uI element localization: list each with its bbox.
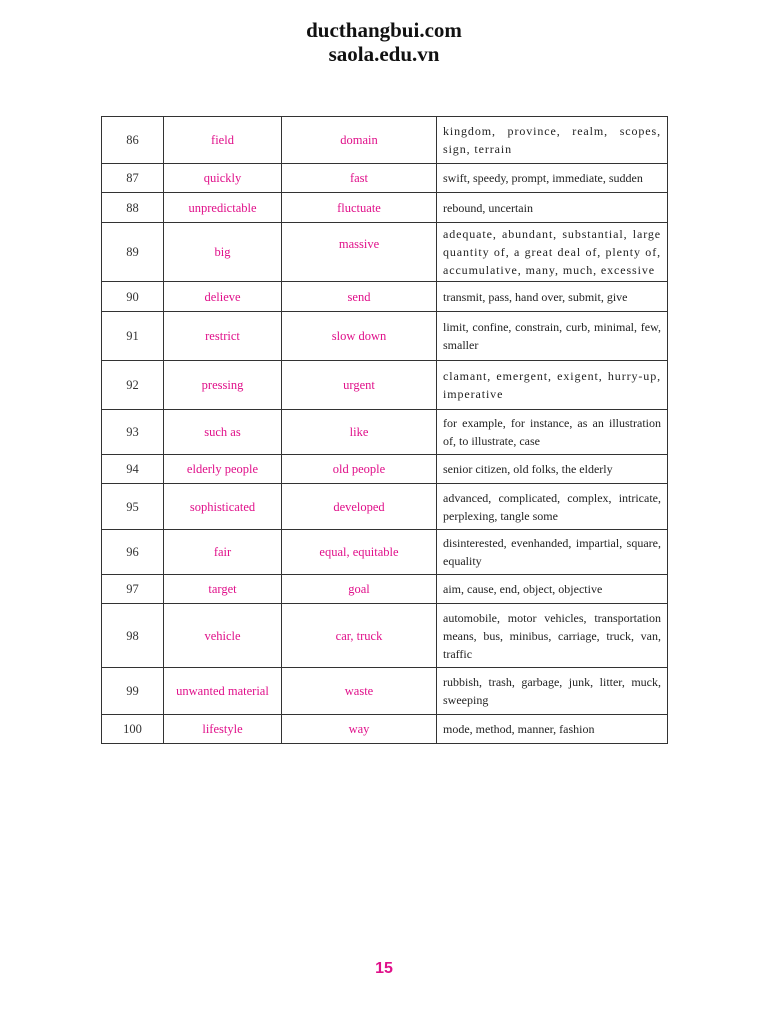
synonym-cell: car, truck — [282, 604, 437, 668]
synonym-cell: old people — [282, 455, 437, 484]
table-row — [102, 455, 668, 484]
related-words-cell: limit, confine, constrain, curb, minimal, few, smaller — [437, 312, 668, 361]
keyword-cell: delieve — [164, 282, 282, 312]
related-words-cell: swift, speedy, prompt, immediate, sudden — [437, 164, 668, 193]
table-row — [102, 312, 668, 361]
related-words-cell: rubbish, trash, garbage, junk, litter, muck, sweeping — [437, 668, 668, 715]
related-words-cell: rebound, uncertain — [437, 193, 668, 223]
related-words-cell: advanced, complicated, complex, intricate, perplexing, tangle some — [437, 484, 668, 530]
row-number: 88 — [102, 193, 164, 223]
row-number: 95 — [102, 484, 164, 530]
synonym-cell: slow down — [282, 312, 437, 361]
keyword-cell: target — [164, 575, 282, 604]
keyword-cell: quickly — [164, 164, 282, 193]
row-number: 89 — [102, 223, 164, 282]
synonym-cell: like — [282, 410, 437, 455]
synonym-cell: send — [282, 282, 437, 312]
related-words-cell: senior citizen, old folks, the elderly — [437, 455, 668, 484]
table-row — [102, 282, 668, 312]
keyword-cell: such as — [164, 410, 282, 455]
row-number: 98 — [102, 604, 164, 668]
related-words-cell: transmit, pass, hand over, submit, give — [437, 282, 668, 312]
keyword-cell: unwanted material — [164, 668, 282, 715]
synonym-cell: equal, equitable — [282, 530, 437, 575]
table-row — [102, 715, 668, 744]
keyword-cell: unpredictable — [164, 193, 282, 223]
row-number: 90 — [102, 282, 164, 312]
keyword-cell: lifestyle — [164, 715, 282, 744]
row-number: 91 — [102, 312, 164, 361]
related-words-cell: aim, cause, end, object, objective — [437, 575, 668, 604]
synonym-cell: urgent — [282, 361, 437, 410]
row-number: 97 — [102, 575, 164, 604]
table-row — [102, 604, 668, 668]
table-row — [102, 117, 668, 164]
keyword-cell: fair — [164, 530, 282, 575]
keyword-cell: pressing — [164, 361, 282, 410]
synonym-cell: massive — [282, 223, 437, 282]
page-number: 15 — [375, 960, 393, 977]
related-words-cell: kingdom, province, realm, scopes, sign, terrain — [437, 117, 668, 164]
related-words-cell: clamant, emergent, exigent, hurry-up, imperative — [437, 361, 668, 410]
related-words-cell: mode, method, manner, fashion — [437, 715, 668, 744]
row-number: 94 — [102, 455, 164, 484]
row-number: 93 — [102, 410, 164, 455]
row-number: 99 — [102, 668, 164, 715]
row-number: 87 — [102, 164, 164, 193]
table-row — [102, 668, 668, 715]
table-row — [102, 361, 668, 410]
keyword-cell: big — [164, 223, 282, 282]
related-words-cell: disinterested, evenhanded, impartial, square, equality — [437, 530, 668, 575]
related-words-cell: for example, for instance, as an illustration of, to illustrate, case — [437, 410, 668, 455]
related-words-cell: automobile, motor vehicles, transportation means, bus, minibus, carriage, truck, van, traffic — [437, 604, 668, 668]
table-row — [102, 410, 668, 455]
keyword-cell: field — [164, 117, 282, 164]
table-row — [102, 530, 668, 575]
synonym-cell: fluctuate — [282, 193, 437, 223]
synonym-cell: fast — [282, 164, 437, 193]
keyword-cell: elderly people — [164, 455, 282, 484]
row-number: 100 — [102, 715, 164, 744]
related-words-cell: adequate, abundant, substantial, large quantity of, a great deal of, plenty of, accumulative, many, much, excessive — [437, 223, 668, 282]
table-row — [102, 193, 668, 223]
keyword-cell: sophisticated — [164, 484, 282, 530]
synonym-cell: domain — [282, 117, 437, 164]
header-site-1: ducthangbui.com — [306, 18, 462, 42]
synonym-cell: goal — [282, 575, 437, 604]
keyword-cell: restrict — [164, 312, 282, 361]
row-number: 86 — [102, 117, 164, 164]
keyword-cell: vehicle — [164, 604, 282, 668]
table-row — [102, 575, 668, 604]
synonym-cell: developed — [282, 484, 437, 530]
synonym-cell: way — [282, 715, 437, 744]
synonym-cell: waste — [282, 668, 437, 715]
table-row — [102, 164, 668, 193]
table-row — [102, 484, 668, 530]
header-site-2: saola.edu.vn — [328, 42, 440, 66]
page-header — [0, 18, 768, 66]
row-number: 96 — [102, 530, 164, 575]
row-number: 92 — [102, 361, 164, 410]
vocabulary-table — [101, 116, 668, 744]
table-row — [102, 223, 668, 282]
